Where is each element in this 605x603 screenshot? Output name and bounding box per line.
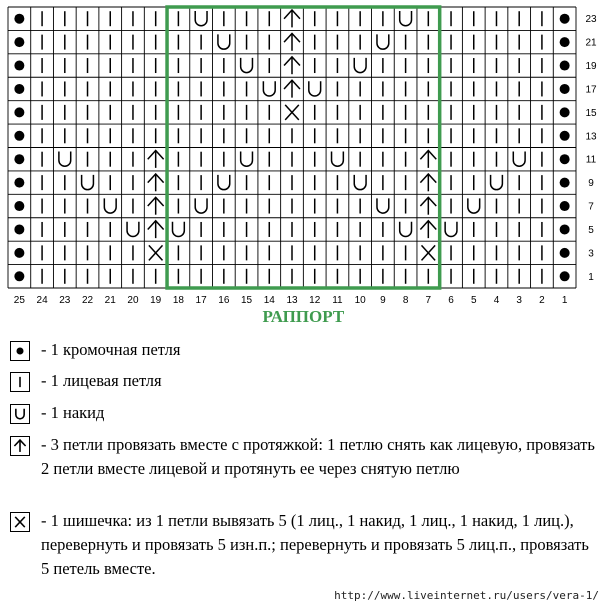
edge-stitch-icon — [10, 341, 30, 361]
chart-cell-yarn-over-mark — [332, 151, 344, 166]
repeat-label: РАППОРТ — [262, 307, 345, 326]
legend-label: - 1 кромочная петля — [41, 340, 181, 359]
column-number: 23 — [59, 295, 71, 306]
chart-cell-edge-stitch-dot — [560, 37, 570, 47]
column-number: 13 — [286, 295, 298, 306]
column-number: 22 — [81, 295, 94, 306]
row-number: 5 — [588, 224, 594, 236]
column-number: 9 — [380, 295, 386, 306]
chart-cell-edge-stitch-dot — [560, 201, 570, 211]
column-number: 2 — [539, 295, 545, 306]
chart-cell-three-together-arrow — [420, 174, 436, 191]
chart-cell-edge-stitch-dot — [14, 154, 24, 164]
chart-cell-edge-stitch-dot — [560, 61, 570, 71]
column-number: 21 — [104, 295, 116, 306]
column-number: 20 — [127, 295, 139, 306]
chart-cell-yarn-over-mark — [468, 198, 480, 213]
row-number: 7 — [588, 201, 594, 213]
chart-cell-yarn-over-mark — [309, 81, 321, 96]
row-number: 3 — [588, 248, 594, 260]
chart-cell-three-together-arrow — [420, 151, 436, 168]
column-number: 3 — [516, 295, 522, 306]
legend-label: - 1 лицевая петля — [41, 371, 162, 390]
chart-cell-edge-stitch-dot — [14, 61, 24, 71]
chart-cell-yarn-over-mark — [491, 175, 503, 190]
chart-cell-edge-stitch-dot — [14, 14, 24, 24]
column-number: 4 — [493, 295, 500, 306]
column-number: 17 — [195, 295, 207, 306]
chart-cell-edge-stitch-dot — [14, 224, 24, 234]
row-number: 19 — [585, 61, 597, 73]
chart-cell-yarn-over-mark — [354, 175, 366, 190]
chart-cell-yarn-over-mark — [377, 34, 389, 49]
chart-cell-edge-stitch-dot — [14, 248, 24, 258]
column-number: 1 — [561, 295, 568, 306]
chart-cell-yarn-over-mark — [172, 222, 184, 237]
chart-cell-three-together-arrow — [284, 33, 300, 50]
chart-cell-bobble-x-mark — [422, 245, 436, 260]
chart-cell-yarn-over-mark — [241, 151, 253, 166]
row-number: 23 — [585, 14, 597, 26]
chart-cell-three-together-arrow — [148, 174, 164, 191]
legend-label: - 1 накид — [41, 403, 105, 422]
chart-cell-edge-stitch-dot — [14, 37, 24, 47]
chart-cell-edge-stitch-dot — [14, 201, 24, 211]
chart-cell-three-together-arrow — [420, 197, 436, 214]
chart-cell-edge-stitch-dot — [560, 107, 570, 117]
chart-cell-yarn-over-mark — [218, 175, 230, 190]
row-number: 13 — [585, 131, 597, 143]
chart-cell-edge-stitch-dot — [14, 178, 24, 188]
column-number: 7 — [425, 295, 432, 306]
chart-cell-yarn-over-mark — [263, 81, 275, 96]
chart-cell-edge-stitch-dot — [560, 224, 570, 234]
column-number: 18 — [172, 295, 184, 306]
column-number: 25 — [13, 295, 25, 306]
column-number: 6 — [448, 295, 454, 306]
yarn-over-icon — [10, 404, 30, 424]
column-number: 19 — [150, 295, 162, 306]
chart-cell-edge-stitch-dot — [14, 131, 24, 141]
chart-cell-yarn-over-mark — [400, 222, 412, 237]
row-number: 17 — [585, 84, 597, 96]
column-number: 8 — [402, 295, 409, 306]
row-number: 21 — [585, 37, 597, 49]
bobble-x-icon — [10, 512, 30, 532]
chart-cell-edge-stitch-dot — [14, 84, 24, 94]
chart-cell-three-together-arrow — [284, 80, 300, 97]
chart-cell-edge-stitch-dot — [560, 248, 570, 258]
chart-cell-yarn-over-mark — [377, 198, 389, 213]
chart-cell-edge-stitch-dot — [560, 14, 570, 24]
column-number: 24 — [36, 295, 48, 306]
chart-cell-yarn-over-mark — [59, 151, 71, 166]
column-number: 16 — [218, 295, 230, 306]
row-number: 11 — [585, 154, 597, 166]
chart-cell-yarn-over-mark — [354, 58, 366, 73]
chart-cell-edge-stitch-dot — [560, 131, 570, 141]
chart-cell-three-together-arrow — [284, 57, 300, 74]
row-number: 9 — [588, 178, 594, 190]
three-together-arrow-icon — [10, 436, 30, 456]
chart-cell-three-together-arrow — [148, 197, 164, 214]
chart-cell-edge-stitch-dot — [560, 154, 570, 164]
chart-cell-edge-stitch-dot — [560, 84, 570, 94]
chart-cell-yarn-over-mark — [195, 198, 207, 213]
column-number: 5 — [470, 295, 477, 306]
column-number: 14 — [263, 295, 275, 306]
chart-cell-edge-stitch-dot — [560, 178, 570, 188]
chart-cell-yarn-over-mark — [82, 175, 94, 190]
chart-cell-yarn-over-mark — [400, 11, 412, 26]
knit-stitch-icon — [10, 372, 30, 392]
column-number: 15 — [240, 295, 253, 306]
chart-cell-edge-stitch-dot — [14, 271, 24, 281]
watermark-url: http://www.liveinternet.ru/users/vera-1/ — [334, 589, 599, 602]
chart-cell-three-together-arrow — [148, 221, 164, 238]
column-number: 11 — [332, 295, 343, 306]
chart-cell-yarn-over-mark — [445, 222, 457, 237]
chart-cell-bobble-x-mark — [285, 105, 299, 120]
chart-cell-edge-stitch-dot — [560, 271, 570, 281]
row-number: 1 — [588, 271, 594, 283]
chart-cell-three-together-arrow — [420, 221, 436, 238]
chart-cell-yarn-over-mark — [104, 198, 116, 213]
chart-cell-yarn-over-mark — [195, 11, 207, 26]
chart-cell-yarn-over-mark — [513, 151, 525, 166]
chart-cell-yarn-over-mark — [218, 34, 230, 49]
chart-cell-three-together-arrow — [284, 10, 300, 27]
chart-cell-edge-stitch-dot — [14, 107, 24, 117]
column-number: 12 — [309, 295, 321, 306]
legend — [0, 335, 605, 603]
row-number: 15 — [585, 107, 597, 119]
chart-cell-yarn-over-mark — [241, 58, 253, 73]
legend-label: - 1 шишечка: из 1 петли вывязать 5 (1 лиц., 1 накид, 1 лиц., 1 накид, 1 лиц.), перевернуть и провязать 5 изн.п.; перевернуть и провязать 5 лиц.п., провязать 5 петель вместе. — [41, 511, 589, 578]
column-number: 10 — [354, 295, 366, 306]
legend-label: - 3 петли провязать вместе с протяжкой: 1 петлю снять как лицевую, провязать 2 петли вместе лицевой и протянуть ее через снятую петлю — [41, 435, 595, 478]
chart-cell-bobble-x-mark — [149, 245, 163, 260]
chart-cell-yarn-over-mark — [127, 222, 139, 237]
chart-cell-three-together-arrow — [148, 151, 164, 168]
